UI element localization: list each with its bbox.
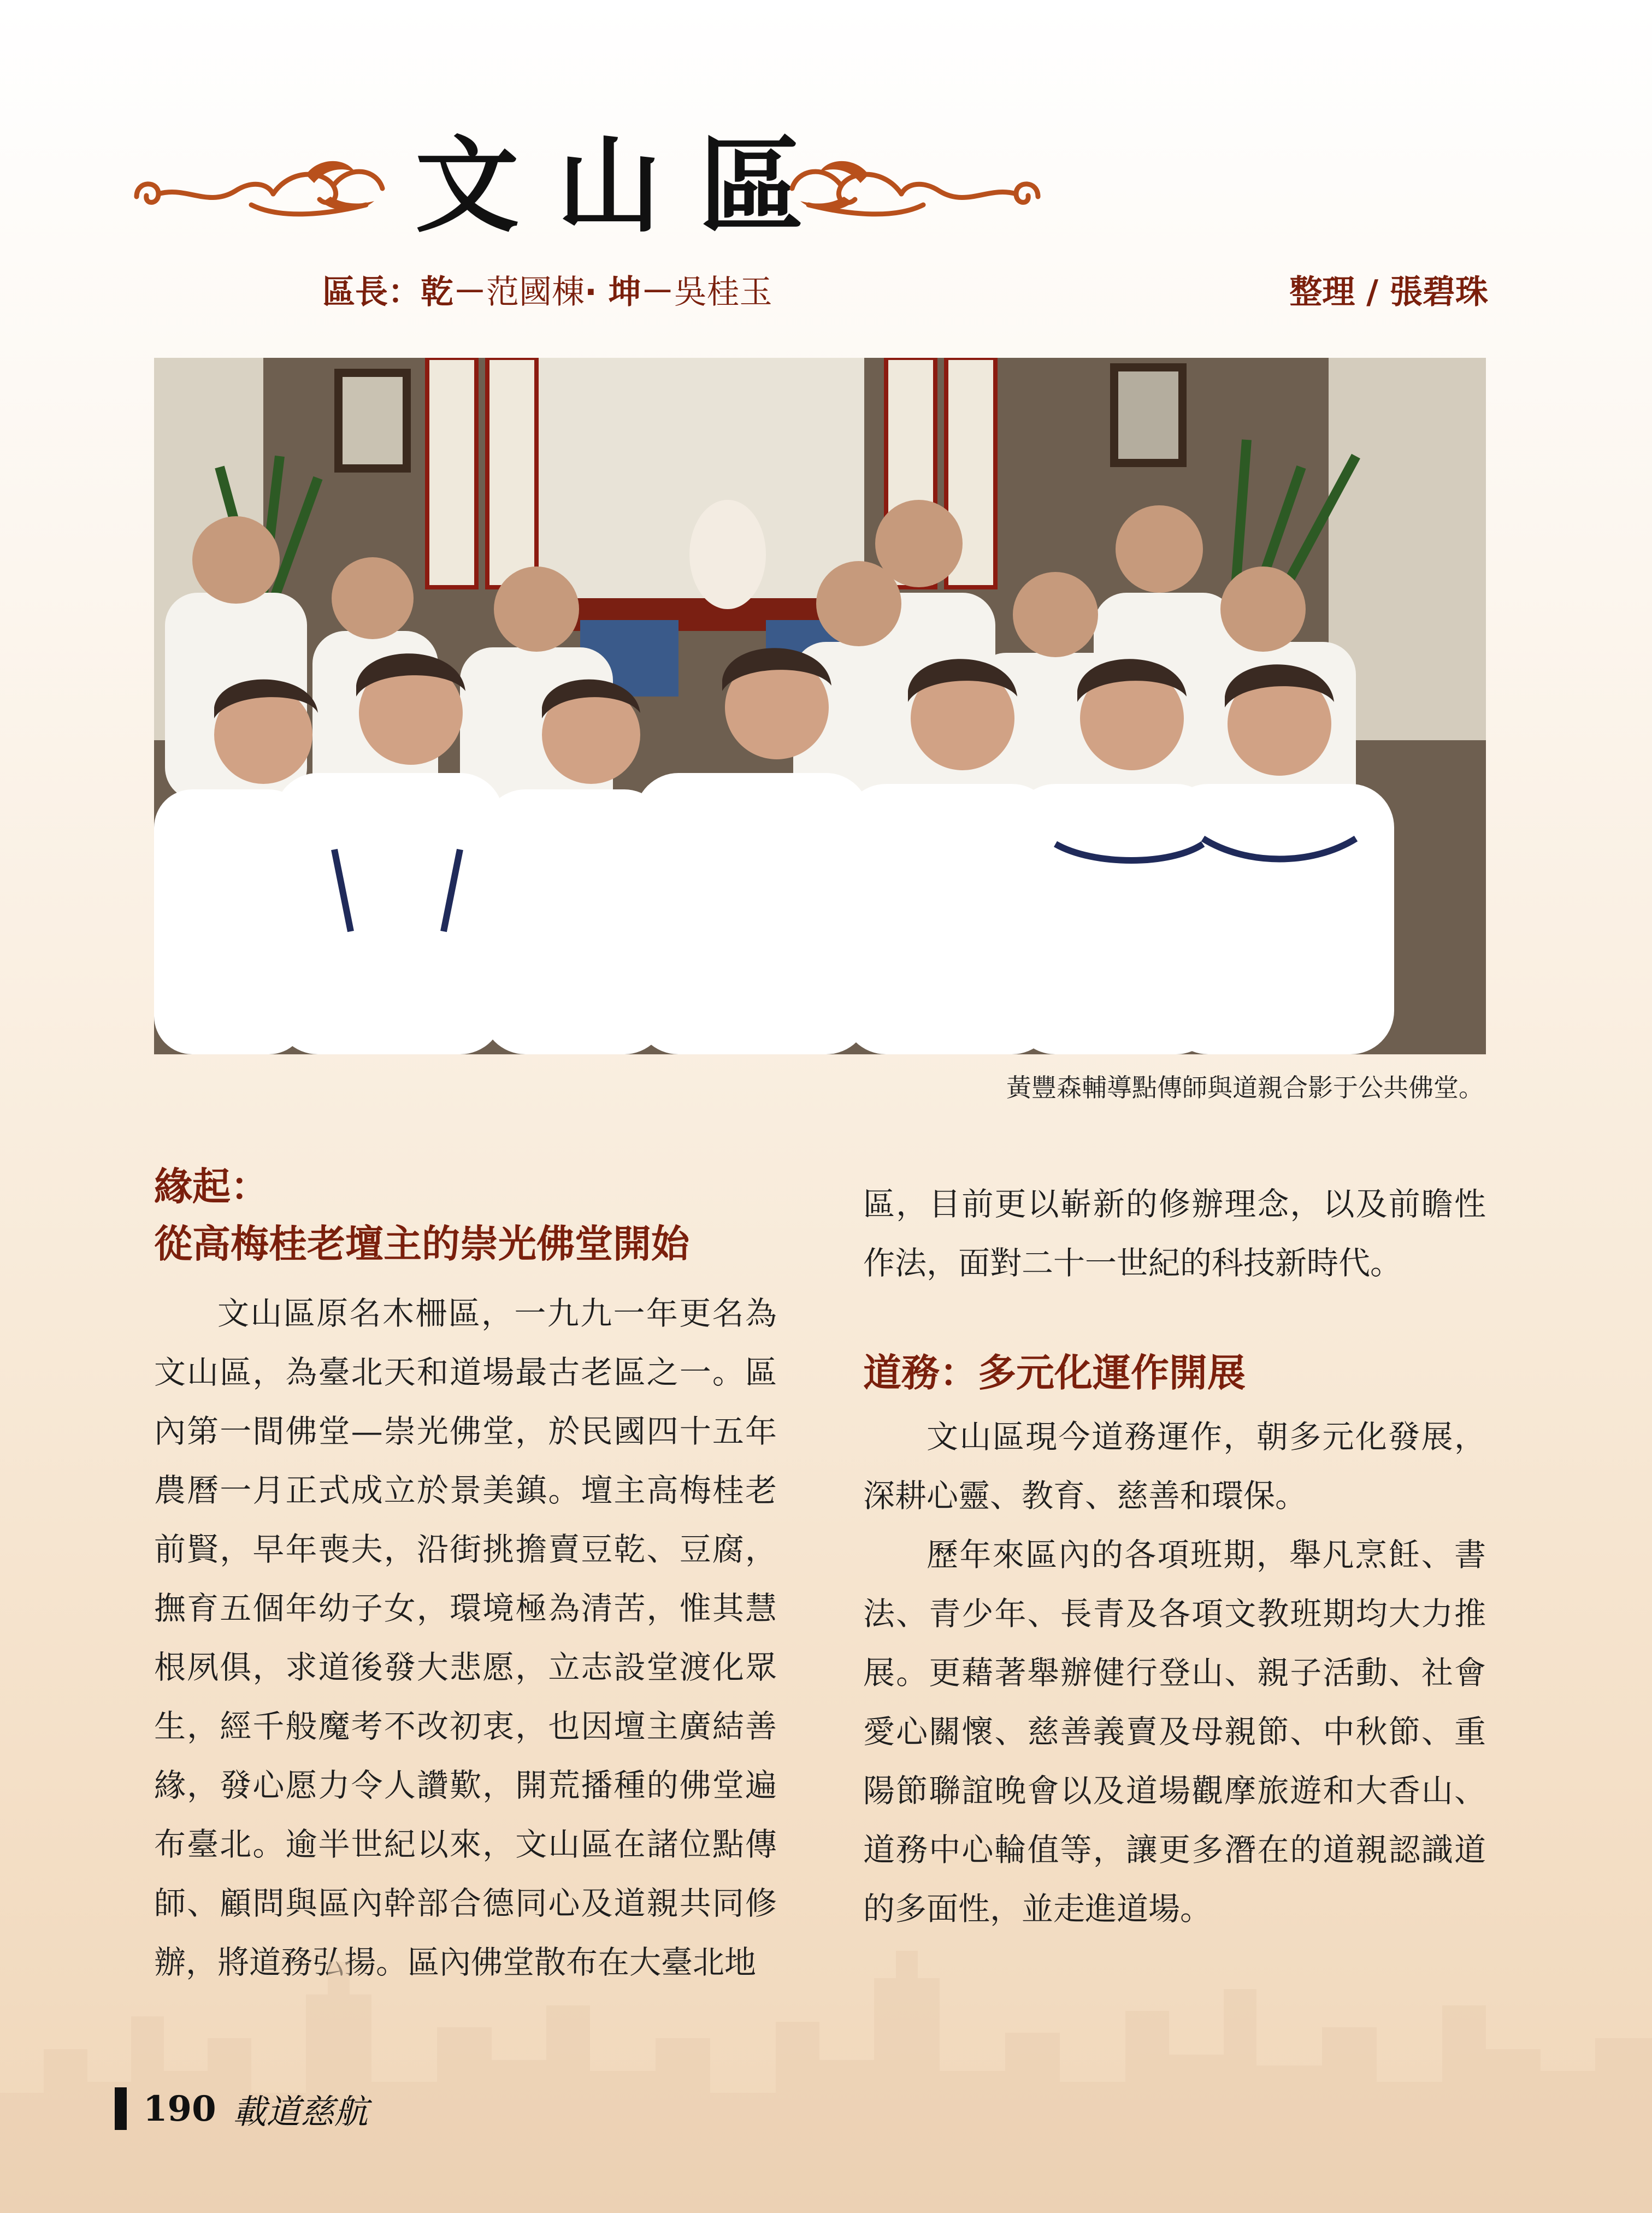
editor-credit: 整理 / 張碧珠	[1289, 273, 1488, 311]
group-photo	[154, 358, 1486, 1054]
paragraph-affairs-2: 歷年來區內的各項班期，舉凡烹飪、書法、青少年、長青及各項文教班期均大力推展。更藉著舉辦健行登山、親子活動、社會愛心關懷、慈善義賣及母親節、中秋節、重陽節聯誼晚會以及道場觀摩旅遊和大香山、道務中心輪值等，讓更多潛在的道親認識道的多面性，並走進道場。	[863, 1536, 1486, 1927]
photo-caption: 黃豐森輔導點傳師與道親合影于公共佛堂。	[1006, 1073, 1484, 1102]
right-column	[863, 1175, 1486, 1938]
magazine-name: 載道慈航	[232, 2091, 368, 2132]
section-heading-origin: 緣起：	[154, 1164, 269, 1209]
leaders-line	[322, 268, 772, 317]
leaders-separator: · 坤－	[585, 273, 674, 311]
page-title: 文山區	[415, 125, 842, 246]
page-number: 190	[143, 2088, 216, 2129]
paragraph-origin-continued: 區，目前更以嶄新的修辦理念，以及前瞻性作法，面對二十一世紀的科技新時代。	[863, 1185, 1486, 1282]
ornament-right-icon	[787, 153, 1049, 224]
leader-qian: 范國棟	[486, 273, 585, 311]
ornament-left-icon	[126, 153, 388, 224]
title-block	[126, 120, 1054, 251]
page-footer	[115, 2084, 368, 2133]
group-photo-illustration	[154, 358, 1486, 1054]
paragraph-affairs-1: 文山區現今道務運作，朝多元化發展，深耕心靈、教育、慈善和環保。	[863, 1418, 1486, 1514]
leader-kun: 吳桂玉	[674, 273, 772, 311]
section-heading-affairs: 道務：多元化運作開展	[863, 1350, 1246, 1395]
city-skyline-icon	[0, 1929, 1652, 2213]
left-column	[154, 1158, 777, 1992]
footer-bar	[115, 2087, 127, 2130]
leaders-label: 區長：乾－	[322, 273, 486, 311]
section-subheading-origin: 從高梅桂老壇主的崇光佛堂開始	[154, 1221, 689, 1266]
paragraph-origin: 文山區原名木柵區，一九九一年更名為文山區，為臺北天和道場最古老區之一。區內第一間佛堂—崇光佛堂，於民國四十五年農曆一月正式成立於景美鎮。壇主高梅桂老前賢，早年喪夫，沿街挑擔賣豆乾、豆腐，撫育五個年幼子女，環境極為清苦，惟其慧根夙俱，求道後發大悲愿，立志設堂渡化眾生，經千般魔考不改初衷，也因壇主廣結善緣，發心愿力令人讚歎，開荒播種的佛堂遍布臺北。逾半世紀以來，文山區在諸位點傳師、顧問與區內幹部合德同心及道親共同修辦，將道務弘揚。區內佛堂散布在大臺北地	[154, 1295, 777, 1981]
